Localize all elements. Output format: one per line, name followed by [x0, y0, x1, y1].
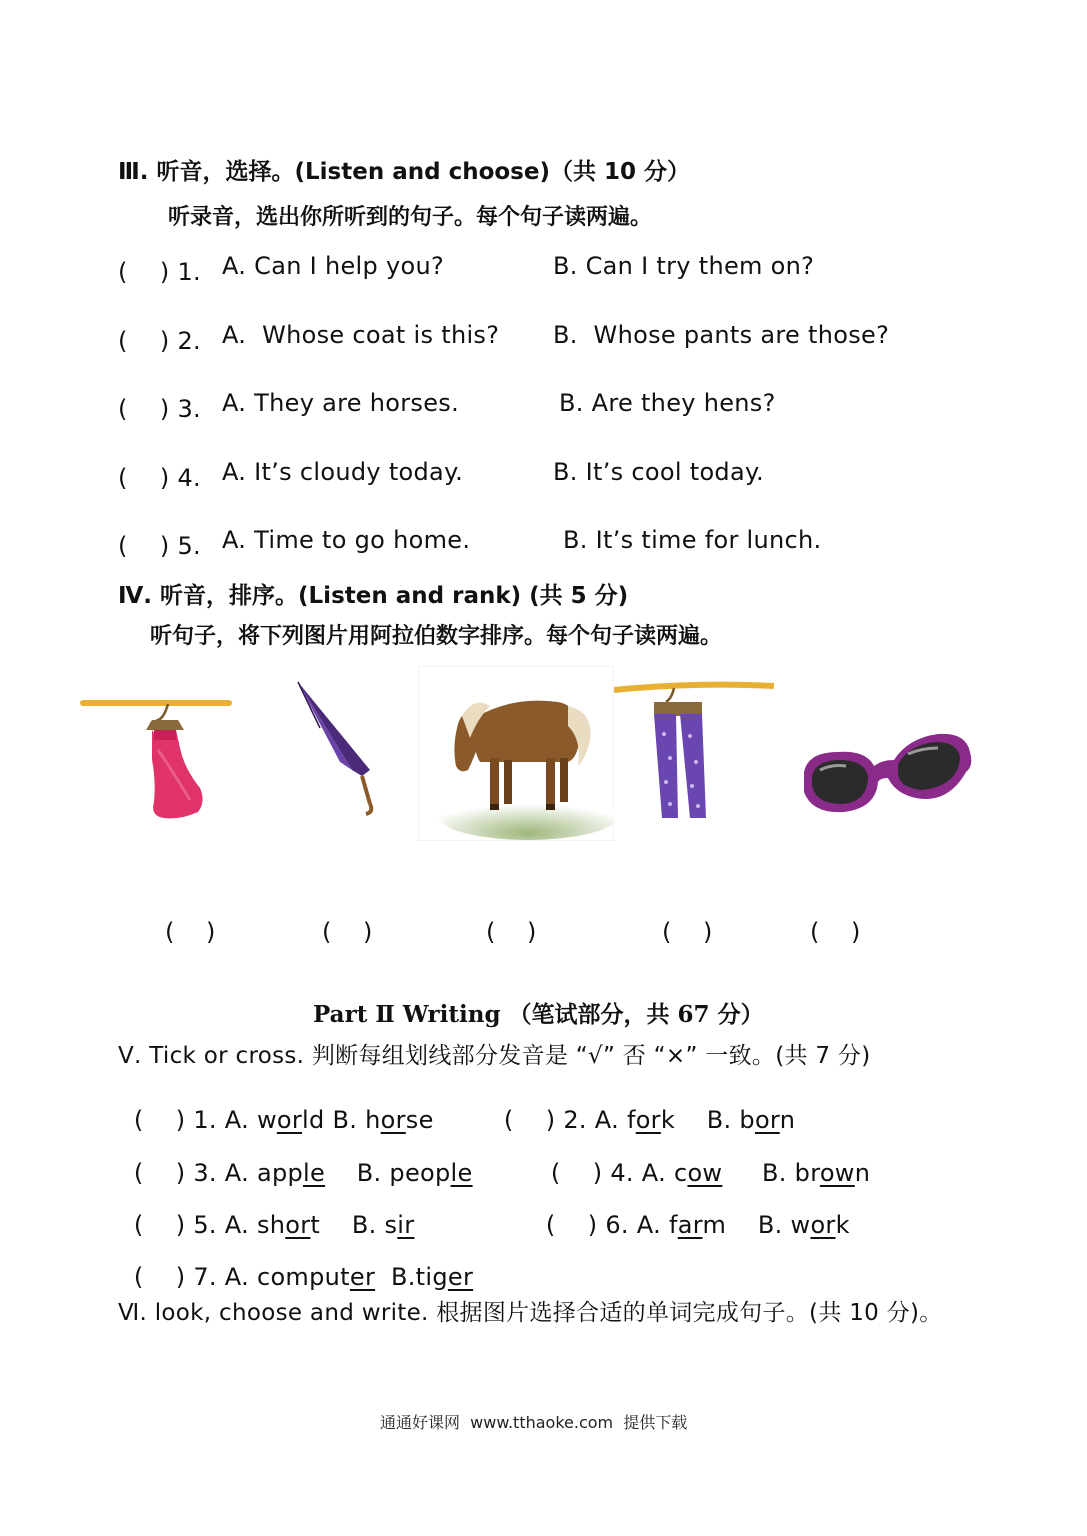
page-footer: 通通好课网 www.tthaoke.com 提供下载 — [380, 1413, 688, 1432]
answer-bracket-4: ( ) — [662, 918, 713, 946]
option-a: A. Whose coat is this? — [222, 321, 500, 349]
underlined-sound: or — [285, 1211, 311, 1239]
item-number: ) 4. — [592, 1159, 634, 1187]
option-b: B. work — [757, 1211, 850, 1239]
answer-bracket-3: ( ) — [486, 918, 537, 946]
underlined-sound: le — [303, 1159, 326, 1187]
paren-open: ( — [503, 1106, 546, 1134]
option-a: A. cow — [641, 1159, 723, 1187]
part2-title: Part Ⅱ Writing （笔试部分，共 67 分） — [313, 1001, 764, 1028]
underlined-sound: le — [450, 1159, 473, 1187]
paren-open: ( — [133, 1106, 176, 1134]
section3-instruction: 听录音，选出你所听到的句子。每个句子读两遍。 — [168, 205, 653, 230]
option-b: B. Are they hens? — [559, 389, 776, 417]
umbrella-icon — [290, 678, 380, 818]
underlined-sound: or — [754, 1106, 780, 1134]
item-number: ( ) 3. — [118, 395, 201, 423]
paren-open: ( — [133, 1263, 176, 1291]
section5-title: Ⅴ. Tick or cross. 判断每组划线部分发音是 “√” 否 “×” 一致。(共 7 分) — [118, 1043, 871, 1069]
underlined-sound: ow — [819, 1159, 855, 1187]
option-b: B. It’s cool today. — [553, 458, 764, 486]
option-a: A. world — [224, 1106, 325, 1134]
item-number: ) 2. — [545, 1106, 587, 1134]
option-a: A. computer — [224, 1263, 376, 1291]
option-a: A. Can I help you? — [222, 252, 445, 280]
section5-item-7 — [118, 1229, 473, 1292]
item-number: ) 1. — [175, 1106, 217, 1134]
section4-instruction: 听句子，将下列图片用阿拉伯数字排序。每个句子读两遍。 — [150, 624, 723, 649]
item-number: ) 6. — [587, 1211, 629, 1239]
option-b: B. Whose pants are those? — [553, 321, 890, 349]
option-b: B. horse — [332, 1106, 434, 1134]
option-a: A. apple — [224, 1159, 326, 1187]
paren-open: ( — [133, 1159, 176, 1187]
section3-title: Ⅲ. 听音，选择。(Listen and choose)（共 10 分） — [118, 159, 691, 185]
option-b: B. It’s time for lunch. — [563, 526, 822, 554]
item-number: ) 7. — [175, 1263, 217, 1291]
section6-title: Ⅵ. look, choose and write. 根据图片选择合适的单词完成句子。(共 10 分)。 — [118, 1300, 943, 1326]
dress-on-line-icon — [80, 690, 235, 825]
answer-bracket-5: ( ) — [810, 918, 861, 946]
section5-item-6 — [530, 1177, 850, 1240]
pants-on-line-icon — [614, 678, 776, 826]
answer-bracket-1: ( ) — [165, 918, 216, 946]
section4-title: Ⅳ. 听音，排序。(Listen and rank) (共 5 分) — [118, 583, 629, 609]
sunglasses-icon — [798, 722, 976, 818]
item-number: ( ) 1. — [118, 258, 201, 286]
paren-open: ( — [550, 1159, 593, 1187]
option-a: A. fork — [594, 1106, 676, 1134]
underlined-sound: ar — [677, 1211, 703, 1239]
option-a: A. It’s cloudy today. — [222, 458, 464, 486]
item-number: ) 3. — [175, 1159, 217, 1187]
underlined-sound: ow — [687, 1159, 723, 1187]
item-number: ( ) 4. — [118, 464, 201, 492]
underlined-sound: ir — [397, 1211, 415, 1239]
underlined-sound: or — [810, 1211, 836, 1239]
option-b: B.tiger — [390, 1263, 474, 1291]
horse-icon — [418, 666, 614, 841]
option-a: A. farm — [636, 1211, 727, 1239]
option-b: B. sir — [351, 1211, 415, 1239]
option-a: A. short — [224, 1211, 321, 1239]
item-number: ( ) 2. — [118, 327, 201, 355]
paren-open: ( — [133, 1211, 176, 1239]
item-number: ) 5. — [175, 1211, 217, 1239]
option-b: B. brown — [762, 1159, 871, 1187]
item-number: ( ) 5. — [118, 532, 201, 560]
option-b: B. Can I try them on? — [553, 252, 815, 280]
underlined-sound: er — [447, 1263, 474, 1291]
underlined-sound: or — [380, 1106, 406, 1134]
answer-bracket-2: ( ) — [322, 918, 373, 946]
option-b: B. born — [706, 1106, 796, 1134]
underlined-sound: er — [349, 1263, 376, 1291]
paren-open: ( — [545, 1211, 588, 1239]
option-a: A. They are horses. — [222, 389, 460, 417]
underlined-sound: or — [276, 1106, 303, 1134]
option-b: B. people — [356, 1159, 473, 1187]
option-a: A. Time to go home. — [222, 526, 471, 554]
underlined-sound: or — [635, 1106, 661, 1134]
